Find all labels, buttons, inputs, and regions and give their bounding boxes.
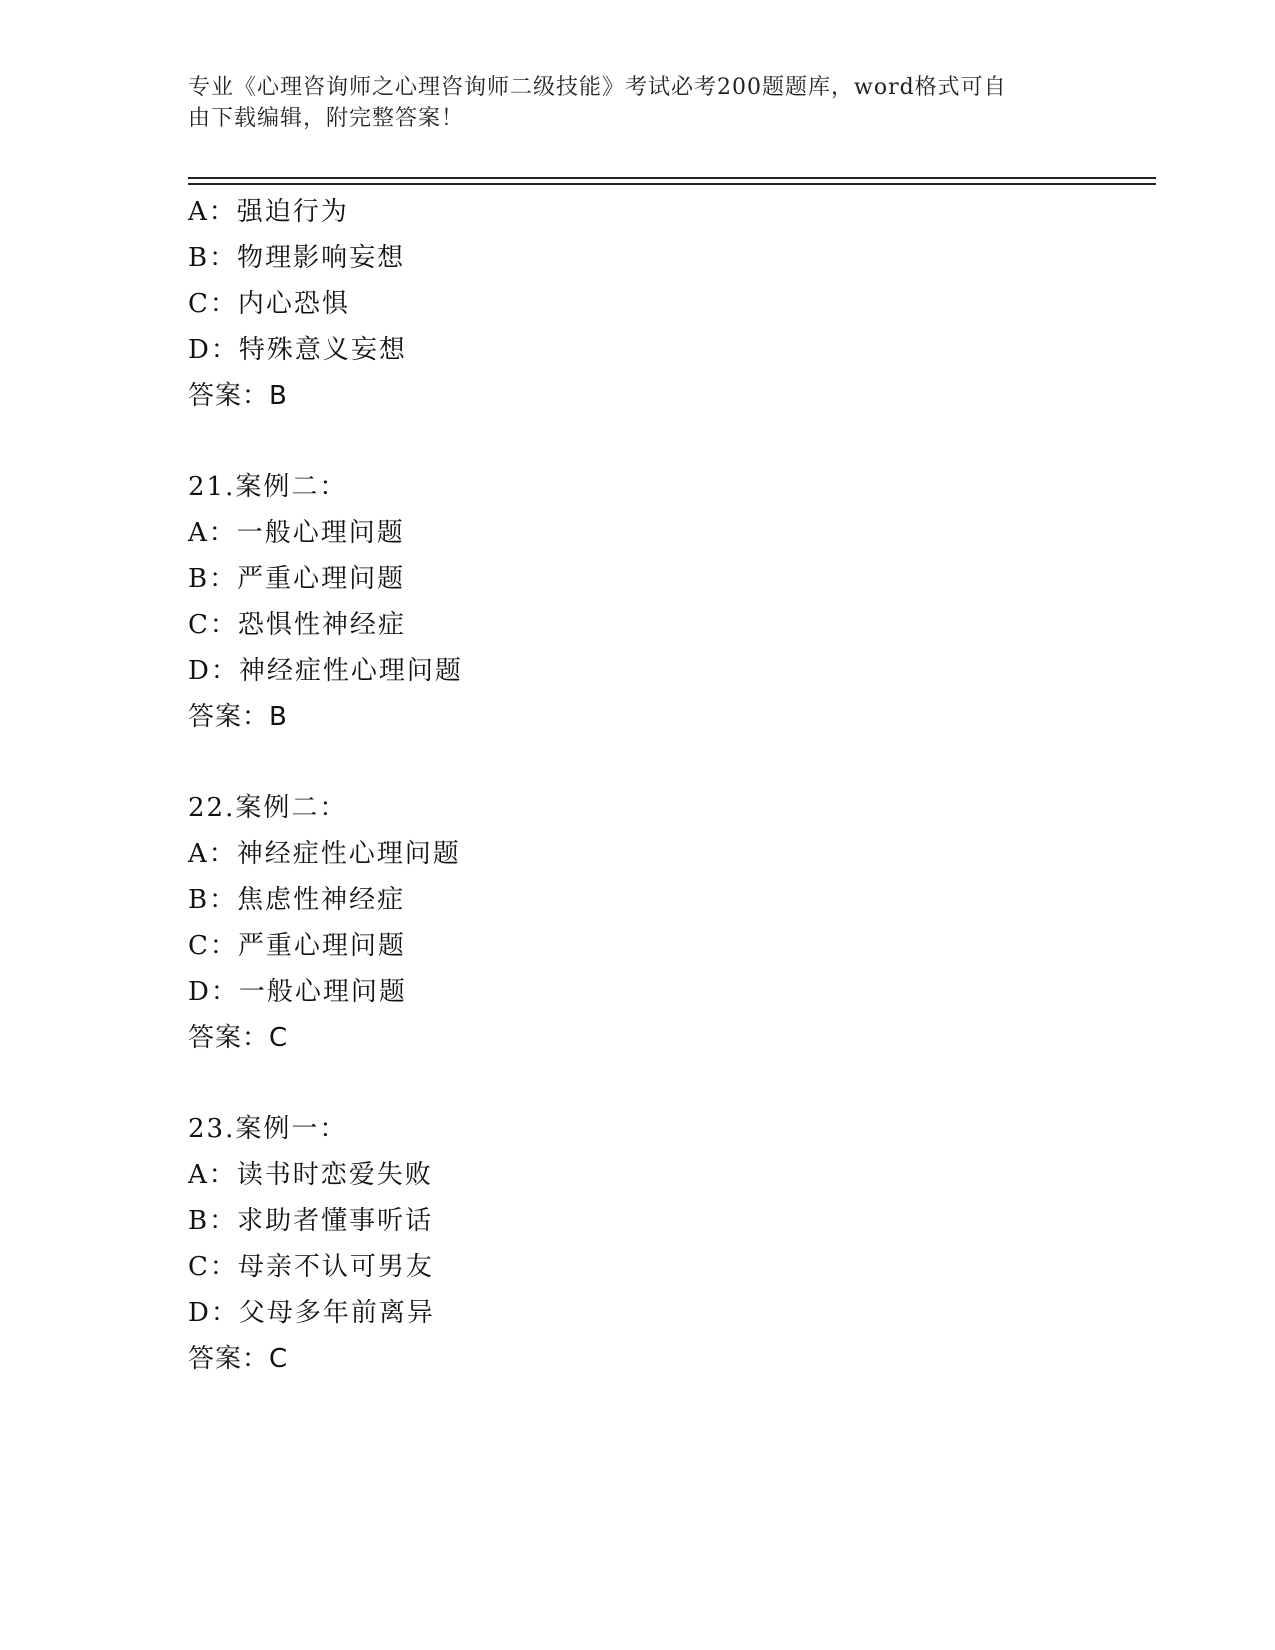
option-c: C：母亲不认可男友 <box>188 1252 434 1282</box>
answer-line: 答案：B <box>188 702 288 732</box>
option-c: C：恐惧性神经症 <box>188 610 406 640</box>
option-a: A：强迫行为 <box>188 197 349 227</box>
question-title: 21.案例二： <box>188 472 348 502</box>
option-b: B：严重心理问题 <box>188 564 406 594</box>
option-d: D：一般心理问题 <box>188 977 407 1007</box>
question-block-22 <box>188 785 1088 1061</box>
option-d: D：神经症性心理问题 <box>188 656 463 686</box>
header-line-2: 由下载编辑，附完整答案！ <box>188 106 465 131</box>
option-d: D：特殊意义妄想 <box>188 335 407 365</box>
answer-line: 答案：C <box>188 1023 289 1053</box>
question-title: 22.案例二： <box>188 793 348 823</box>
answer-line: 答案：C <box>188 1344 289 1374</box>
option-a: A：一般心理问题 <box>188 518 405 548</box>
option-c: C：内心恐惧 <box>188 289 350 319</box>
option-c: C：严重心理问题 <box>188 931 406 961</box>
question-list <box>188 189 1088 1382</box>
header-divider-bottom <box>188 183 1156 185</box>
option-b: B：求助者懂事听话 <box>188 1206 434 1236</box>
option-a: A：神经症性心理问题 <box>188 839 461 869</box>
header-line-1: 专业《心理咨询师之心理咨询师二级技能》考试必考200题题库，word格式可自 <box>188 75 1007 100</box>
question-title: 23.案例一： <box>188 1114 348 1144</box>
document-header <box>188 72 1068 134</box>
option-b: B：焦虑性神经症 <box>188 885 406 915</box>
answer-line: 答案：B <box>188 381 288 411</box>
question-block-20 <box>188 189 1088 419</box>
option-a: A：读书时恋爱失败 <box>188 1160 433 1190</box>
option-b: B：物理影响妄想 <box>188 243 406 273</box>
option-d: D：父母多年前离异 <box>188 1298 435 1328</box>
question-block-21 <box>188 464 1088 740</box>
header-divider-top <box>188 177 1156 179</box>
question-block-23 <box>188 1106 1088 1382</box>
